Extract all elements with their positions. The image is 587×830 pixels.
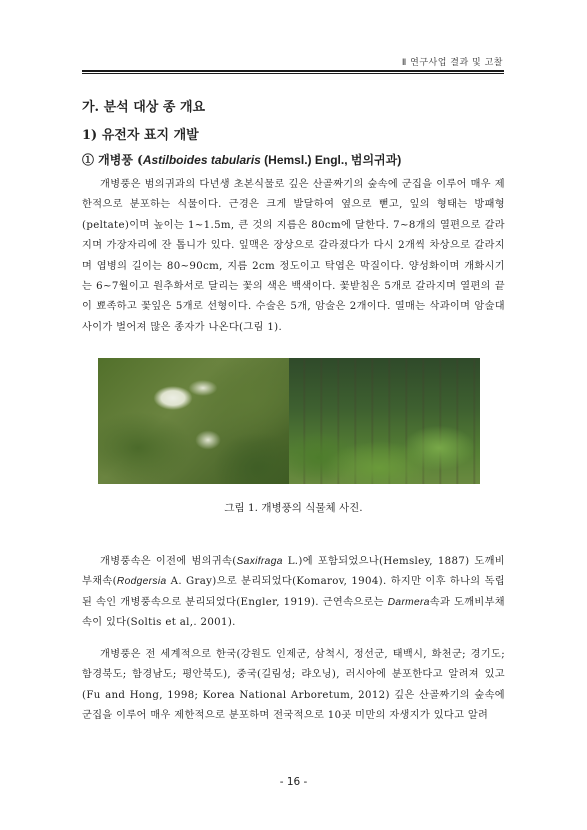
species-heading-authority: (Hemsl.) Engl., 범의귀과) <box>260 153 402 167</box>
paragraph-1-text: 개병풍은 범의귀과의 다년생 초본식물로 깊은 산골짜기의 숲속에 군집을 이루어 매우 제한적으로 분포하는 식물이다. 근경은 크게 발달하여 옆으로 뻗고, 잎의 형태는 방패형(peltate)이며 높이는 1~1.5m, 큰 것의 지름은 80cm에 달한다. 7~8개의 열편으로 갈라지며 가장자리에 잔 톱니가 있다. 잎맥은 장상으로 갈라졌다가 다시 2개씩 차상으로 갈라지며 엽병의 길이는 80~90cm, 지름 2cm 정도이고 탁엽은 막질이다. 양성화이며 개화시기는 6~7월이고 원추화서로 달리는 꽃의 색은 백색이다. 꽃받침은 5개로 갈라지며 열편의 끝이 뾰족하고 꽃잎은 5개로 선형이다. 수술은 5개, 암술은 2개이다. 열매는 삭과이며 암술대 사이가 벌어져 많은 종자가 나온다(그림 1). <box>82 179 505 333</box>
paragraph-description <box>82 175 505 338</box>
p2-text-g: 속과 도깨비부채속이 있다(Soltis et al,. 2001). <box>82 596 505 629</box>
flower-closeup-photo <box>98 358 289 484</box>
header-rule <box>82 70 504 72</box>
section-heading: 가. 분석 대상 종 개요 <box>82 100 206 115</box>
p2-text-e: A. Gray)으로 분리되었다(Komarov, 1904). 하지만 이후 하나의 독립된 속인 개병풍속으로 분리되었다(Engler, 1919). 근연속으로는 <box>82 576 505 608</box>
subsection-heading: 1) 유전자 표지 개발 <box>82 128 199 143</box>
p2-genus-rodgersia: Rodgersia <box>116 576 167 588</box>
species-scientific-name: Astilboides tabularis <box>142 153 261 167</box>
running-header: Ⅱ 연구사업 결과 및 고찰 <box>401 58 503 68</box>
paragraph-2-text <box>82 552 505 634</box>
figure-caption: 그림 1. 개병풍의 식물체 사진. <box>224 502 363 514</box>
p2-text-a: 개병풍속은 이전에 범의귀속( <box>100 556 237 567</box>
p2-genus-darmera: Darmera <box>387 596 430 608</box>
p2-text-c: L.)에 포함되었으나(Hemsley, 1887) 도깨비부채속( <box>82 556 505 588</box>
paragraph-3-text: 개병풍은 전 세계적으로 한국(강원도 인제군, 삼척시, 정선군, 태백시, 화천군; 경기도; 함경북도; 함경남도; 평안북도), 중국(길림성; 랴오닝), 러시아에 분포한다고 알려져 있고(Fu and Hong, 1998; Korea National Arboretum, 2012) 깊은 산골짜기의 숲속에 군집을 이루어 매우 제한적으로 분포하며 전국적으로 10곳 미만의 자생지가 있다고 알려 <box>82 649 505 722</box>
habitat-forest-photo <box>289 358 480 484</box>
paragraph-distribution <box>82 645 505 727</box>
paragraph-taxonomy <box>82 552 505 634</box>
p2-genus-saxifraga: Saxifraga <box>236 556 283 567</box>
page-number: - 16 - <box>279 776 308 788</box>
figure-1 <box>98 358 480 484</box>
header-rule-thin <box>82 73 504 74</box>
species-heading-prefix: ① 개병풍 ( <box>82 153 143 167</box>
species-heading <box>82 151 401 168</box>
